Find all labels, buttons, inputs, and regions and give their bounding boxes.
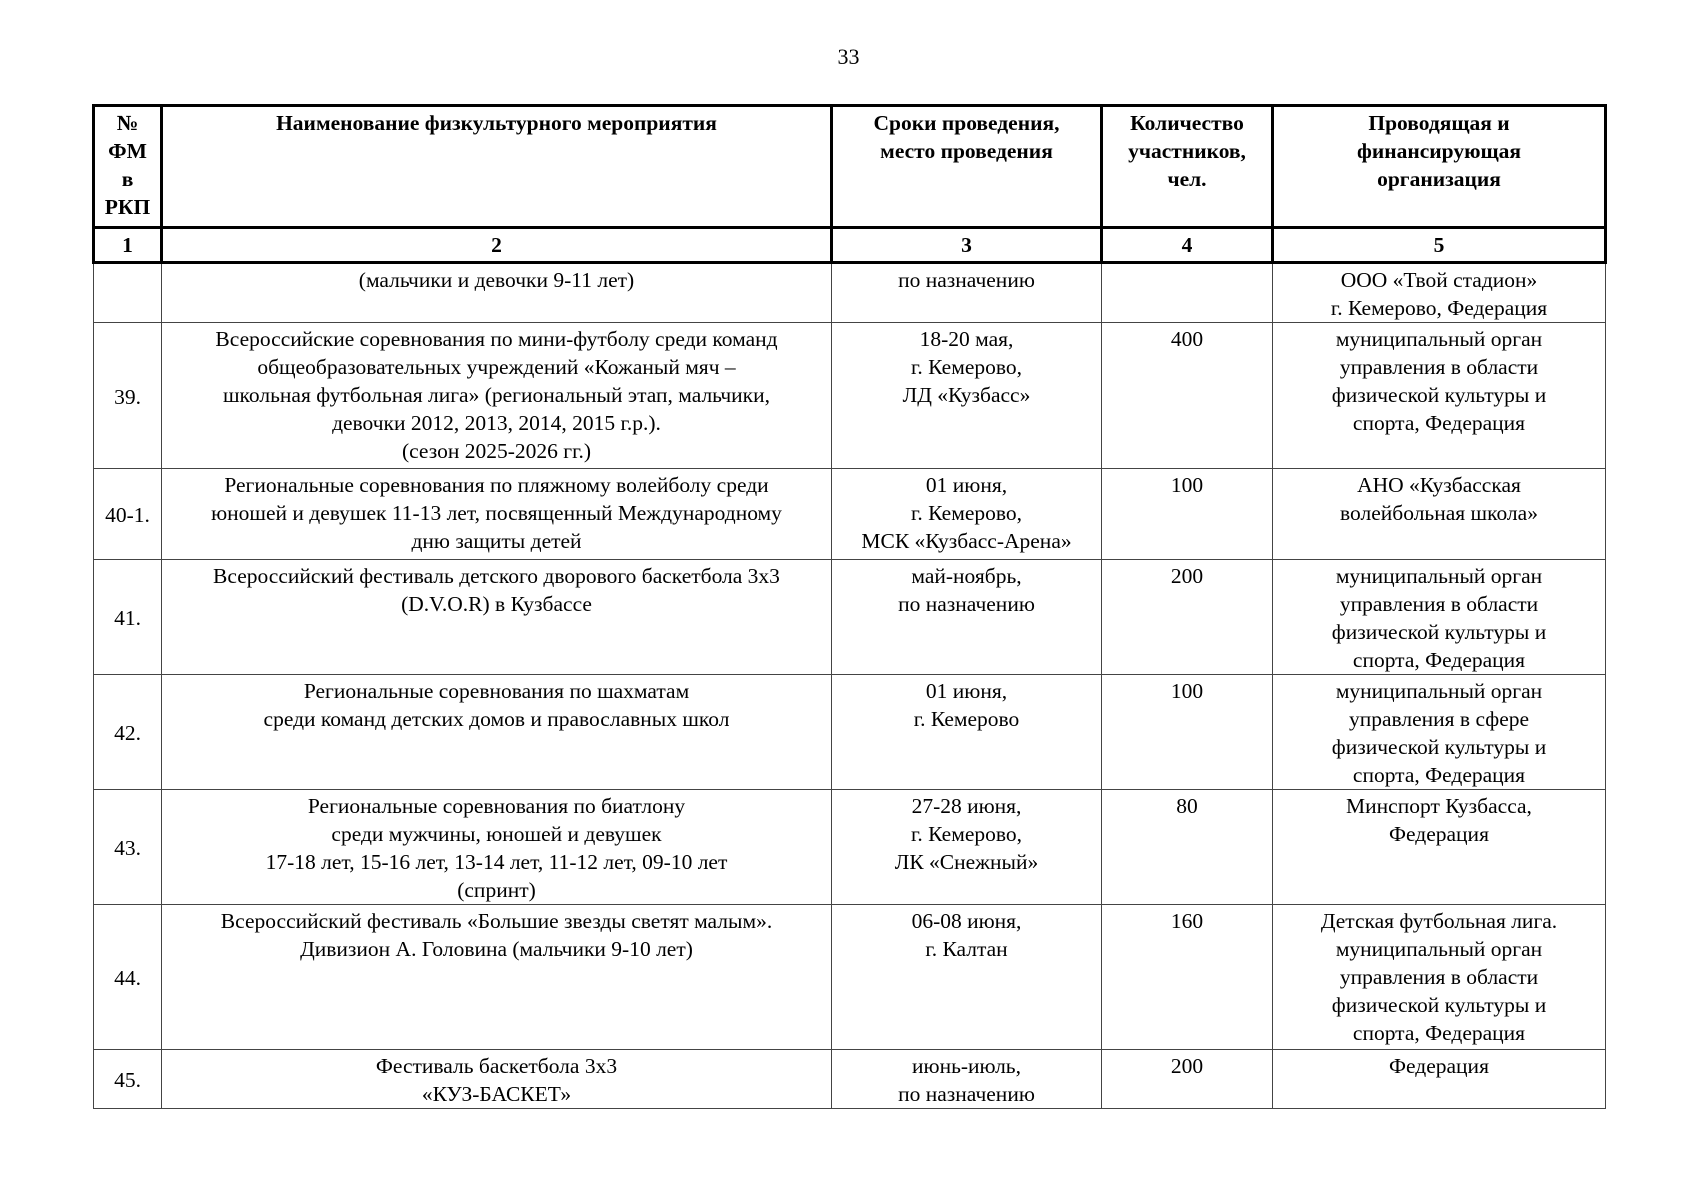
table-row [94,1050,1606,1109]
column-number: 1 [94,228,162,263]
column-number: 3 [832,228,1102,263]
event-name: Всероссийский фестиваль детского дворового баскетбола 3х3 (D.V.O.R) в Кузбассе [162,560,832,675]
event-participants: 80 [1102,790,1273,905]
event-organization: муниципальный орган управления в области физической культуры и спорта, Федерация [1273,560,1606,675]
header-participants: Количество участников, чел. [1102,106,1273,228]
table-row [94,469,1606,560]
column-number: 5 [1273,228,1606,263]
event-dates-place: 06-08 июня, г. Калтан [832,905,1102,1050]
row-number [94,263,162,323]
header-organization: Проводящая и финансирующая организация [1273,106,1606,228]
event-organization: Федерация [1273,1050,1606,1109]
event-participants [1102,263,1273,323]
event-dates-place: 01 июня, г. Кемерово, МСК «Кузбасс-Арена» [832,469,1102,560]
row-number: 45. [94,1050,162,1109]
event-organization: Детская футбольная лига. муниципальный орган управления в области физической культуры и спорта, Федерация [1273,905,1606,1050]
table-row [94,790,1606,905]
header-event-name: Наименование физкультурного мероприятия [162,106,832,228]
row-number: 42. [94,675,162,790]
header-row [94,106,1606,228]
event-dates-place: 27-28 июня, г. Кемерово, ЛК «Снежный» [832,790,1102,905]
event-participants: 200 [1102,1050,1273,1109]
table-header [94,106,1606,263]
row-number: 40-1. [94,469,162,560]
row-number: 44. [94,905,162,1050]
table-row [94,263,1606,323]
event-organization: муниципальный орган управления в области физической культуры и спорта, Федерация [1273,323,1606,469]
event-name: Региональные соревнования по пляжному волейболу среди юношей и девушек 11-13 лет, посвященный Международному дню защиты детей [162,469,832,560]
events-table [92,104,1607,1109]
table-row [94,675,1606,790]
page-number: 33 [837,44,860,69]
event-dates-place: июнь-июль, по назначению [832,1050,1102,1109]
row-number: 43. [94,790,162,905]
column-number: 4 [1102,228,1273,263]
event-organization: ООО «Твой стадион» г. Кемерово, Федерация [1273,263,1606,323]
event-participants: 400 [1102,323,1273,469]
event-organization: муниципальный орган управления в сфере физической культуры и спорта, Федерация [1273,675,1606,790]
column-numbers-row [94,228,1606,263]
row-number: 39. [94,323,162,469]
header-dates-place: Сроки проведения, место проведения [832,106,1102,228]
event-name: Региональные соревнования по шахматам среди команд детских домов и православных школ [162,675,832,790]
event-name: Региональные соревнования по биатлону среди мужчины, юношей и девушек 17-18 лет, 15-16 лет, 13-14 лет, 11-12 лет, 09-10 лет (спринт) [162,790,832,905]
event-name: Всероссийские соревнования по мини-футболу среди команд общеобразовательных учреждений «Кожаный мяч – школьная футбольная лига» (региональный этап, мальчики, девочки 2012, 2013, 2014, 2015 г.р.). (сезон 2025-2026 гг.) [162,323,832,469]
row-number: 41. [94,560,162,675]
table-row [94,560,1606,675]
event-dates-place: по назначению [832,263,1102,323]
event-dates-place: май-ноябрь, по назначению [832,560,1102,675]
event-participants: 100 [1102,675,1273,790]
event-participants: 160 [1102,905,1273,1050]
header-number: № ФМ в РКП [94,106,162,228]
table-body [94,263,1606,1109]
event-participants: 200 [1102,560,1273,675]
event-organization: Минспорт Кузбасса, Федерация [1273,790,1606,905]
event-organization: АНО «Кузбасская волейбольная школа» [1273,469,1606,560]
event-participants: 100 [1102,469,1273,560]
column-number: 2 [162,228,832,263]
event-name: (мальчики и девочки 9-11 лет) [162,263,832,323]
event-name: Фестиваль баскетбола 3х3 «КУЗ-БАСКЕТ» [162,1050,832,1109]
event-name: Всероссийский фестиваль «Большие звезды светят малым». Дивизион А. Головина (мальчики 9-10 лет) [162,905,832,1050]
event-dates-place: 01 июня, г. Кемерово [832,675,1102,790]
event-dates-place: 18-20 мая, г. Кемерово, ЛД «Кузбасс» [832,323,1102,469]
table-row [94,323,1606,469]
table-row [94,905,1606,1050]
